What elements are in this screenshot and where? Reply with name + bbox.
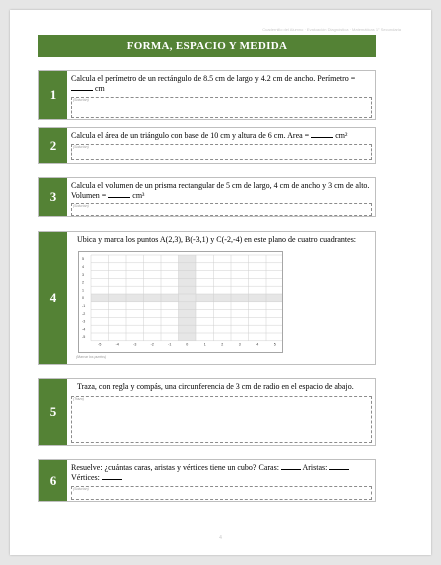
answer-box[interactable]: (Solución)	[71, 486, 372, 500]
question-text: Traza, con regla y compás, una circunferencia de 3 cm de radio en el espacio de abajo.	[77, 382, 354, 391]
coordinate-plane[interactable]	[78, 251, 283, 353]
answer-box[interactable]: (Solución)	[71, 97, 372, 118]
y-tick-label: 3	[82, 272, 84, 277]
x-tick-label: 0	[186, 342, 189, 347]
answer-box[interactable]: (Solución)	[71, 144, 372, 160]
coordinate-grid-svg[interactable]	[79, 252, 282, 352]
x-tick-label: 5	[273, 342, 276, 347]
question-text: Ubica y marca los puntos A(2,3), B(-3,1) y C(-2,-4) en este plano de cuatro cuadrantes:	[77, 235, 357, 244]
x-tick-label: -5	[98, 342, 102, 347]
y-tick-label: -4	[82, 327, 86, 332]
question-1	[38, 70, 376, 120]
y-tick-label: -3	[82, 319, 86, 324]
question-text: Calcula el área de un triángulo con base de 10 cm y altura de 6 cm. Area = cm²	[71, 131, 348, 140]
question-number: 2	[39, 128, 67, 163]
y-tick-label: -5	[82, 335, 86, 340]
x-tick-label: -3	[133, 342, 137, 347]
x-tick-label: 2	[221, 342, 224, 347]
y-tick-label: 4	[82, 265, 84, 269]
question-number: 3	[39, 178, 67, 216]
question-text: Calcula el perímetro de un rectángulo de 8.5 cm de largo y 4.2 cm de ancho. Perímetro = cm	[71, 74, 356, 93]
y-tick-label: 2	[82, 280, 84, 285]
y-tick-label: -2	[82, 311, 86, 316]
question-3	[38, 177, 376, 217]
y-tick-label: 5	[82, 257, 84, 262]
answer-blank[interactable]	[311, 137, 333, 138]
x-axis-band	[91, 294, 282, 302]
y-tick-label: 0	[82, 296, 84, 301]
page-number: 4	[219, 535, 222, 541]
grid-caption: (Marcar los puntos)	[76, 355, 107, 359]
x-tick-label: 1	[203, 342, 206, 347]
x-tick-label: -4	[115, 342, 119, 347]
header-note: Cuadernillo del Alumno · Evaluación Diagnóstica · Matemáticas 1° Secundaria	[262, 27, 401, 32]
question-2	[38, 127, 376, 164]
x-tick-label: 3	[238, 342, 241, 347]
vertices-blank[interactable]	[102, 479, 122, 480]
answer-blank[interactable]	[108, 197, 130, 198]
y-tick-label: -1	[82, 304, 86, 308]
question-number: 6	[39, 460, 67, 501]
caras-blank[interactable]	[281, 469, 301, 470]
aristas-blank[interactable]	[329, 469, 349, 470]
question-text: Calcula el volumen de un prisma rectangular de 5 cm de largo, 4 cm de ancho y 3 cm de alto. Volumen = cm³	[71, 181, 370, 200]
question-number: 5	[39, 379, 67, 445]
answer-blank[interactable]	[71, 90, 93, 91]
answer-box[interactable]: (Solución)	[71, 203, 372, 216]
y-tick-label: 1	[82, 288, 84, 293]
drawing-box[interactable]: (Trazo)	[71, 396, 372, 443]
x-tick-label: 4	[256, 342, 259, 347]
question-number: 1	[39, 71, 67, 119]
question-text: Resuelve: ¿cuántas caras, aristas y vértices tiene un cubo? Caras: Aristas: Vértices:	[71, 463, 372, 483]
section-title: FORMA, ESPACIO Y MEDIDA	[38, 35, 376, 57]
x-tick-label: -2	[150, 342, 154, 347]
question-5	[38, 378, 376, 446]
question-6	[38, 459, 376, 502]
x-tick-label: -1	[168, 342, 172, 347]
question-number: 4	[39, 232, 67, 364]
